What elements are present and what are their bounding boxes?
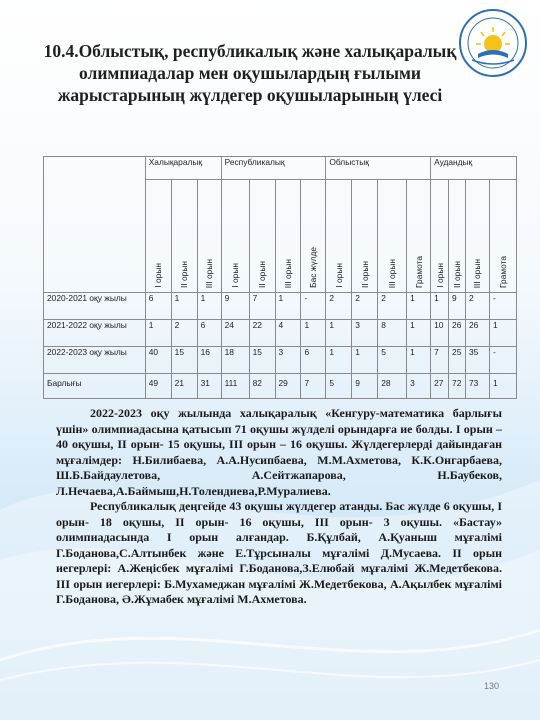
- subheader-cell: Бас жүлде: [301, 180, 326, 293]
- subheader-cell: І орын: [326, 180, 352, 293]
- table-cell: 4: [275, 320, 301, 347]
- table-cell: 1: [145, 320, 171, 347]
- table-cell: 24: [221, 320, 249, 347]
- table-cell: 3: [407, 374, 431, 399]
- table-cell: 3: [275, 347, 301, 374]
- group-header-international: Халықаралық: [145, 157, 221, 180]
- table-cell: 1: [326, 347, 352, 374]
- table-cell: 10: [431, 320, 449, 347]
- table-cell: 1: [171, 293, 197, 320]
- table-row-total: [44, 374, 517, 399]
- table-cell: 6: [145, 293, 171, 320]
- table-cell: 1: [407, 320, 431, 347]
- table-cell: 2: [466, 293, 490, 320]
- table-cell: 18: [221, 347, 249, 374]
- table-cell: 2: [171, 320, 197, 347]
- table-cell: 1: [275, 293, 301, 320]
- table-cell: 35: [466, 347, 490, 374]
- table-cell: -: [489, 293, 516, 320]
- table-cell: 28: [378, 374, 407, 399]
- table-cell: 1: [489, 374, 516, 399]
- table-cell: 73: [466, 374, 490, 399]
- subheader-cell: Грамота: [407, 180, 431, 293]
- table-cell: -: [489, 347, 516, 374]
- table-cell: 1: [326, 320, 352, 347]
- table-cell: 2: [352, 293, 378, 320]
- table-cell: 2: [326, 293, 352, 320]
- table-cell: 2: [378, 293, 407, 320]
- table-row: [44, 293, 517, 320]
- row-label: 2022-2023 оқу жылы: [44, 347, 146, 374]
- row-label: Барлығы: [44, 374, 146, 399]
- row-label: 2020-2021 оқу жылы: [44, 293, 146, 320]
- table-cell: 9: [449, 293, 466, 320]
- table-cell: 9: [352, 374, 378, 399]
- subheader-cell: І орын: [145, 180, 171, 293]
- table-cell: 21: [171, 374, 197, 399]
- subheader-cell: ІІ орын: [449, 180, 466, 293]
- table-cell: 25: [449, 347, 466, 374]
- table-cell: 1: [352, 347, 378, 374]
- school-logo-icon: [458, 8, 528, 78]
- table-cell: 49: [145, 374, 171, 399]
- table-cell: 27: [431, 374, 449, 399]
- olympiad-results-table: [43, 156, 517, 399]
- paragraph-international: 2022-2023 оқу жылында халықаралық «Кенгуру-математика барлығы үшін» олимпиадасына қатысып 71 оқушы жүлделі орындарға ие болды. І орын – 40 оқушы, ІІ орын- 15 оқушы, ІІІ орын – 16 оқушы. Жүлдегерлерді дайындаған мұғалімдер: Н.Билибаева, А.А.Нусипбаева, М.М.Ахметова, К.К.Онгарбаева, Ш.Б.Байдаулетова, А.Сейтжапарова, Н.Баубеков, Л.Нечаева,А.Баймыш,Н.Толендиева,Р.Муралиева.: [56, 406, 502, 498]
- table-cell: 31: [197, 374, 221, 399]
- row-label: 2021-2022 оқу жылы: [44, 320, 146, 347]
- table-cell: 7: [431, 347, 449, 374]
- table-cell: 82: [249, 374, 275, 399]
- table-cell: 1: [489, 320, 516, 347]
- table-cell: 15: [171, 347, 197, 374]
- table-cell: -: [301, 293, 326, 320]
- table-cell: 1: [407, 347, 431, 374]
- table-cell: 29: [275, 374, 301, 399]
- table-row: [44, 320, 517, 347]
- subheader-cell: ІІІ орын: [378, 180, 407, 293]
- table-cell: 7: [249, 293, 275, 320]
- table-cell: 26: [449, 320, 466, 347]
- group-header-district: Аудандық: [431, 157, 517, 180]
- table-cell: 111: [221, 374, 249, 399]
- table-cell: 5: [378, 347, 407, 374]
- table-corner-cell: [44, 157, 146, 293]
- subheader-cell: ІІІ орын: [197, 180, 221, 293]
- table-cell: 40: [145, 347, 171, 374]
- table-cell: 1: [431, 293, 449, 320]
- paragraph-republican: Республикалық деңгейде 43 оқушы жүлдегер атанды. Бас жүлде 6 оқушы, І орын- 18 оқушы, ІІ орын- 16 оқушы, ІІІ орын- 3 оқушы. «Бастау» олимпиадасында І орын алғандар. Б.Құлбай, А.Қуаныш мұғалімі Г.Боданова,С.Алтынбек және Е.Тұрсыналы мұғалімі Д.Мусаева. ІІ орын иегерлері: А.Жеңісбек мұғалімі Г.Боданова,З.Елюбай мұғалімі Ж.Медетбекова. ІІІ орын иегерлері: Б.Мухамеджан мұғалімі Ж.Медетбекова, А.Ақылбек мұғалімі Г.Боданова, Ә.Жұмабек мұғалімі М.Ахметова.: [56, 499, 502, 606]
- table-cell: 1: [301, 320, 326, 347]
- table-cell: 6: [301, 347, 326, 374]
- subheader-cell: ІІ орын: [352, 180, 378, 293]
- table-cell: 5: [326, 374, 352, 399]
- table-group-header-row: [44, 157, 517, 180]
- page-title: 10.4.Облыстық, республикалық және халықаралық олимпиадалар мен оқушылардың ғылыми жарыстарының жүлдегер оқушыларының үлесі: [43, 41, 457, 105]
- subheader-cell: Грамота: [489, 180, 516, 293]
- table-cell: 7: [301, 374, 326, 399]
- table-cell: 8: [378, 320, 407, 347]
- subheader-cell: ІІ орын: [249, 180, 275, 293]
- subheader-cell: І орын: [221, 180, 249, 293]
- page-number: 130: [484, 681, 500, 691]
- table-cell: 1: [197, 293, 221, 320]
- table-cell: 9: [221, 293, 249, 320]
- table-cell: 72: [449, 374, 466, 399]
- subheader-cell: І орын: [431, 180, 449, 293]
- subheader-cell: ІІ орын: [171, 180, 197, 293]
- table-cell: 1: [407, 293, 431, 320]
- table-row: [44, 347, 517, 374]
- subheader-cell: ІІІ орын: [466, 180, 490, 293]
- table-cell: 22: [249, 320, 275, 347]
- table-cell: 16: [197, 347, 221, 374]
- group-header-regional: Облыстық: [326, 157, 431, 180]
- subheader-cell: ІІІ орын: [275, 180, 301, 293]
- table-cell: 15: [249, 347, 275, 374]
- body-text: [56, 406, 502, 608]
- table-cell: 3: [352, 320, 378, 347]
- table-cell: 6: [197, 320, 221, 347]
- group-header-republican: Республикалық: [221, 157, 326, 180]
- table-cell: 26: [466, 320, 490, 347]
